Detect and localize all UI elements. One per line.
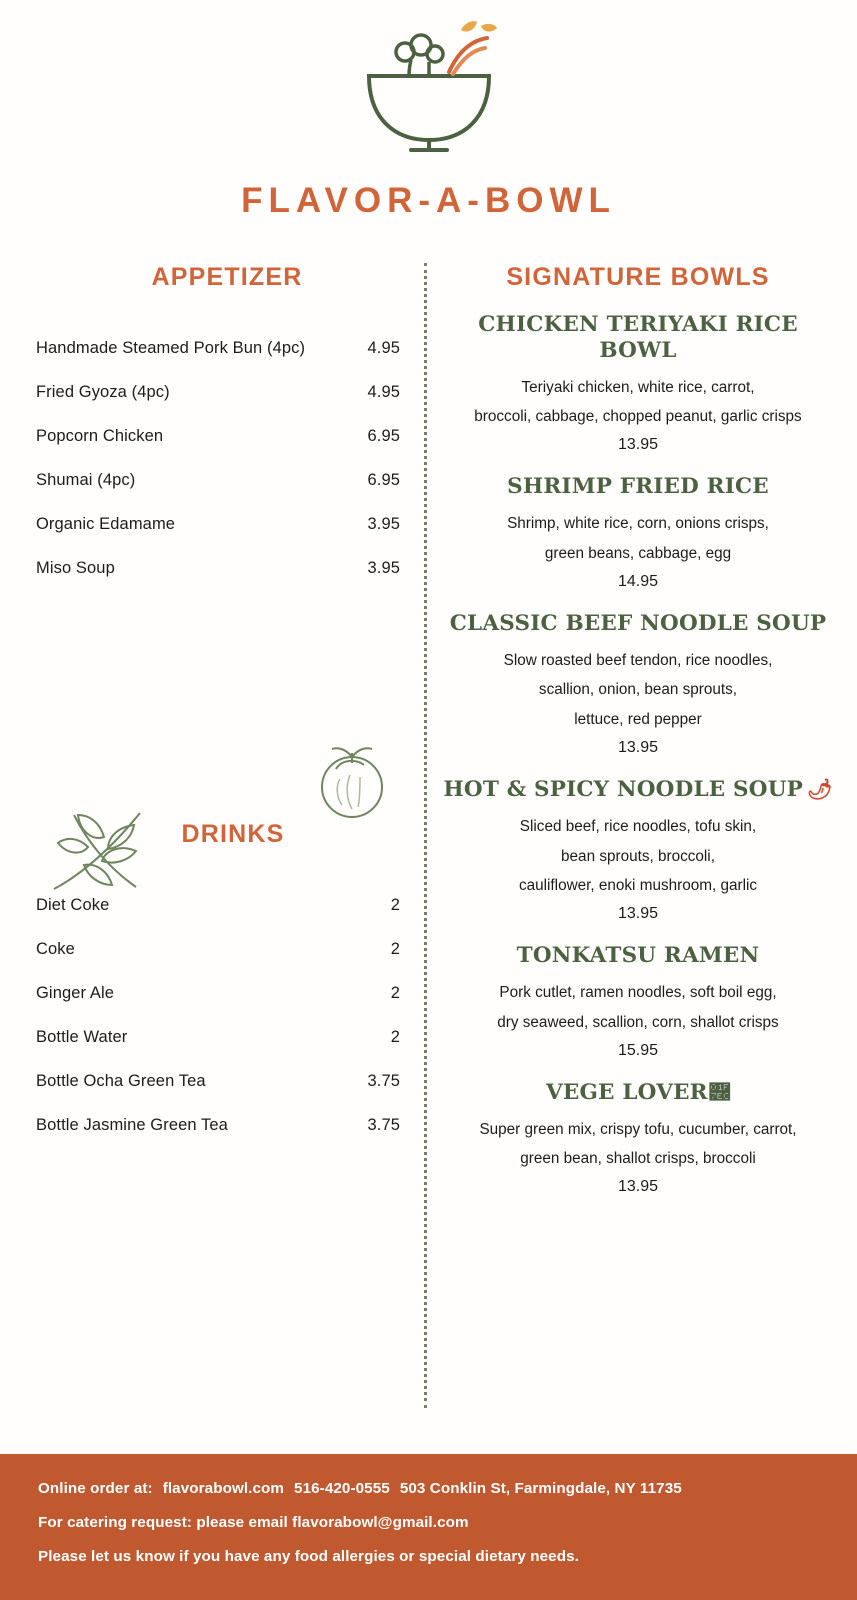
item-description	[441, 1115, 835, 1175]
list-item	[441, 1080, 835, 1196]
description-line: Pork cutlet, ramen noodles, soft boil egg,	[499, 984, 777, 1002]
item-name: Popcorn Chicken	[36, 426, 164, 445]
description-line: Slow roasted beef tendon, rice noodles,	[503, 651, 773, 669]
signature-bowls-heading: SIGNATURE BOWLS	[506, 263, 770, 291]
item-description	[441, 509, 835, 569]
item-price: 3.95	[367, 558, 400, 577]
item-description	[441, 373, 835, 433]
item-price: 2	[390, 939, 400, 958]
item-price: 3.75	[367, 1071, 400, 1090]
description-line: green beans, cabbage, egg	[544, 544, 732, 562]
item-name: Bottle Ocha Green Tea	[36, 1071, 206, 1090]
item-price: 2	[390, 1027, 400, 1046]
list-item	[441, 611, 835, 757]
right-column	[441, 263, 835, 1418]
list-item	[36, 326, 400, 370]
footer-catering-line: For catering request: please email flavorabowl@gmail.com	[38, 1514, 469, 1531]
description-line: cauliflower, enoki mushroom, garlic	[518, 877, 758, 895]
drinks-list	[22, 883, 414, 1147]
description-line: green bean, shallot crisps, broccoli	[520, 1150, 756, 1168]
appetizer-heading: APPETIZER	[151, 263, 303, 291]
header	[0, 0, 857, 221]
drinks-heading: DRINKS	[181, 820, 285, 848]
item-title-text: HOT & SPICY NOODLE SOUP	[443, 776, 804, 802]
footer-online-order-label: Online order at:	[38, 1480, 153, 1497]
item-name: TONKATSU RAMEN	[516, 943, 760, 969]
description-line: Shrimp, white rice, corn, onions crisps,	[507, 515, 769, 533]
item-price: 6.95	[367, 426, 400, 445]
list-item	[36, 414, 400, 458]
item-description	[441, 812, 835, 901]
chili-pepper-icon: 🌶	[807, 776, 833, 801]
list-item	[36, 502, 400, 546]
description-line: Teriyaki chicken, white rice, carrot,	[521, 378, 755, 396]
item-price: 6.95	[367, 470, 400, 489]
item-price: 3.95	[367, 514, 400, 533]
item-name: Miso Soup	[36, 558, 115, 577]
item-name: CLASSIC BEEF NOODLE SOUP	[449, 610, 827, 636]
footer-allergy-line: Please let us know if you have any food allergies or special dietary needs.	[38, 1548, 579, 1565]
item-name: CHICKEN TERIYAKI RICE BOWL	[478, 312, 798, 363]
left-column	[22, 263, 414, 1418]
item-title-text: VEGE LOVER	[546, 1079, 708, 1105]
item-name: Coke	[36, 939, 75, 958]
description-line: lettuce, red pepper	[574, 711, 702, 729]
list-item	[36, 1015, 400, 1059]
list-item	[36, 1059, 400, 1103]
item-name	[443, 777, 832, 803]
footer	[0, 1454, 857, 1600]
item-name: Shumai (4pc)	[36, 470, 136, 489]
list-item	[441, 312, 835, 454]
footer-website-link[interactable]: flavorabowl.com	[162, 1480, 285, 1497]
list-item	[36, 1103, 400, 1147]
bowl-with-greens-icon	[349, 14, 509, 159]
appetizer-list	[22, 326, 414, 590]
item-price: 15.95	[617, 1041, 659, 1059]
list-item	[441, 943, 835, 1059]
item-name	[546, 1080, 730, 1106]
item-name: Organic Edamame	[36, 514, 176, 533]
description-line: dry seaweed, scallion, corn, shallot crisps	[497, 1013, 779, 1031]
list-item	[36, 971, 400, 1015]
item-name: Bottle Water	[36, 1027, 128, 1046]
item-name: Bottle Jasmine Green Tea	[36, 1115, 228, 1134]
column-divider	[424, 263, 427, 1408]
description-line: broccoli, cabbage, chopped peanut, garlic crisps	[474, 408, 802, 426]
description-line: Sliced beef, rice noodles, tofu skin,	[519, 817, 757, 835]
item-price: 4.95	[367, 382, 400, 401]
item-price: 13.95	[617, 905, 659, 923]
brand-logo	[349, 14, 509, 159]
item-price: 4.95	[367, 338, 400, 357]
leaf-icon: 🟬	[709, 1079, 730, 1104]
item-price: 2	[390, 983, 400, 1002]
item-name: Diet Coke	[36, 895, 110, 914]
description-line: scallion, onion, bean sprouts,	[538, 681, 738, 699]
page-title: FLAVOR-A-BOWL	[241, 181, 616, 220]
tomato-illustration-icon	[306, 735, 398, 827]
list-item	[441, 474, 835, 590]
herb-illustration-icon	[44, 803, 159, 898]
list-item	[441, 777, 835, 923]
description-line: bean sprouts, broccoli,	[561, 847, 715, 865]
list-item	[36, 927, 400, 971]
item-price: 3.75	[367, 1115, 400, 1134]
item-price: 13.95	[617, 738, 659, 756]
item-description	[441, 978, 835, 1038]
item-name: Ginger Ale	[36, 983, 115, 1002]
item-price: 14.95	[617, 572, 659, 590]
item-name: Handmade Steamed Pork Bun (4pc)	[36, 338, 306, 357]
item-price: 13.95	[617, 1178, 659, 1196]
footer-phone[interactable]: 516-420-0555	[294, 1480, 390, 1497]
list-item	[36, 370, 400, 414]
item-name: Fried Gyoza (4pc)	[36, 382, 170, 401]
description-line: Super green mix, crispy tofu, cucumber, carrot,	[479, 1120, 797, 1138]
item-price: 13.95	[617, 436, 659, 454]
item-price: 2	[390, 895, 400, 914]
item-description	[441, 646, 835, 735]
item-name: SHRIMP FRIED RICE	[507, 474, 769, 500]
footer-address: 503 Conklin St, Farmingdale, NY 11735	[399, 1480, 682, 1497]
list-item	[36, 546, 400, 590]
list-item	[36, 458, 400, 502]
footer-contact-line	[38, 1480, 857, 1497]
menu-columns	[0, 263, 857, 1418]
